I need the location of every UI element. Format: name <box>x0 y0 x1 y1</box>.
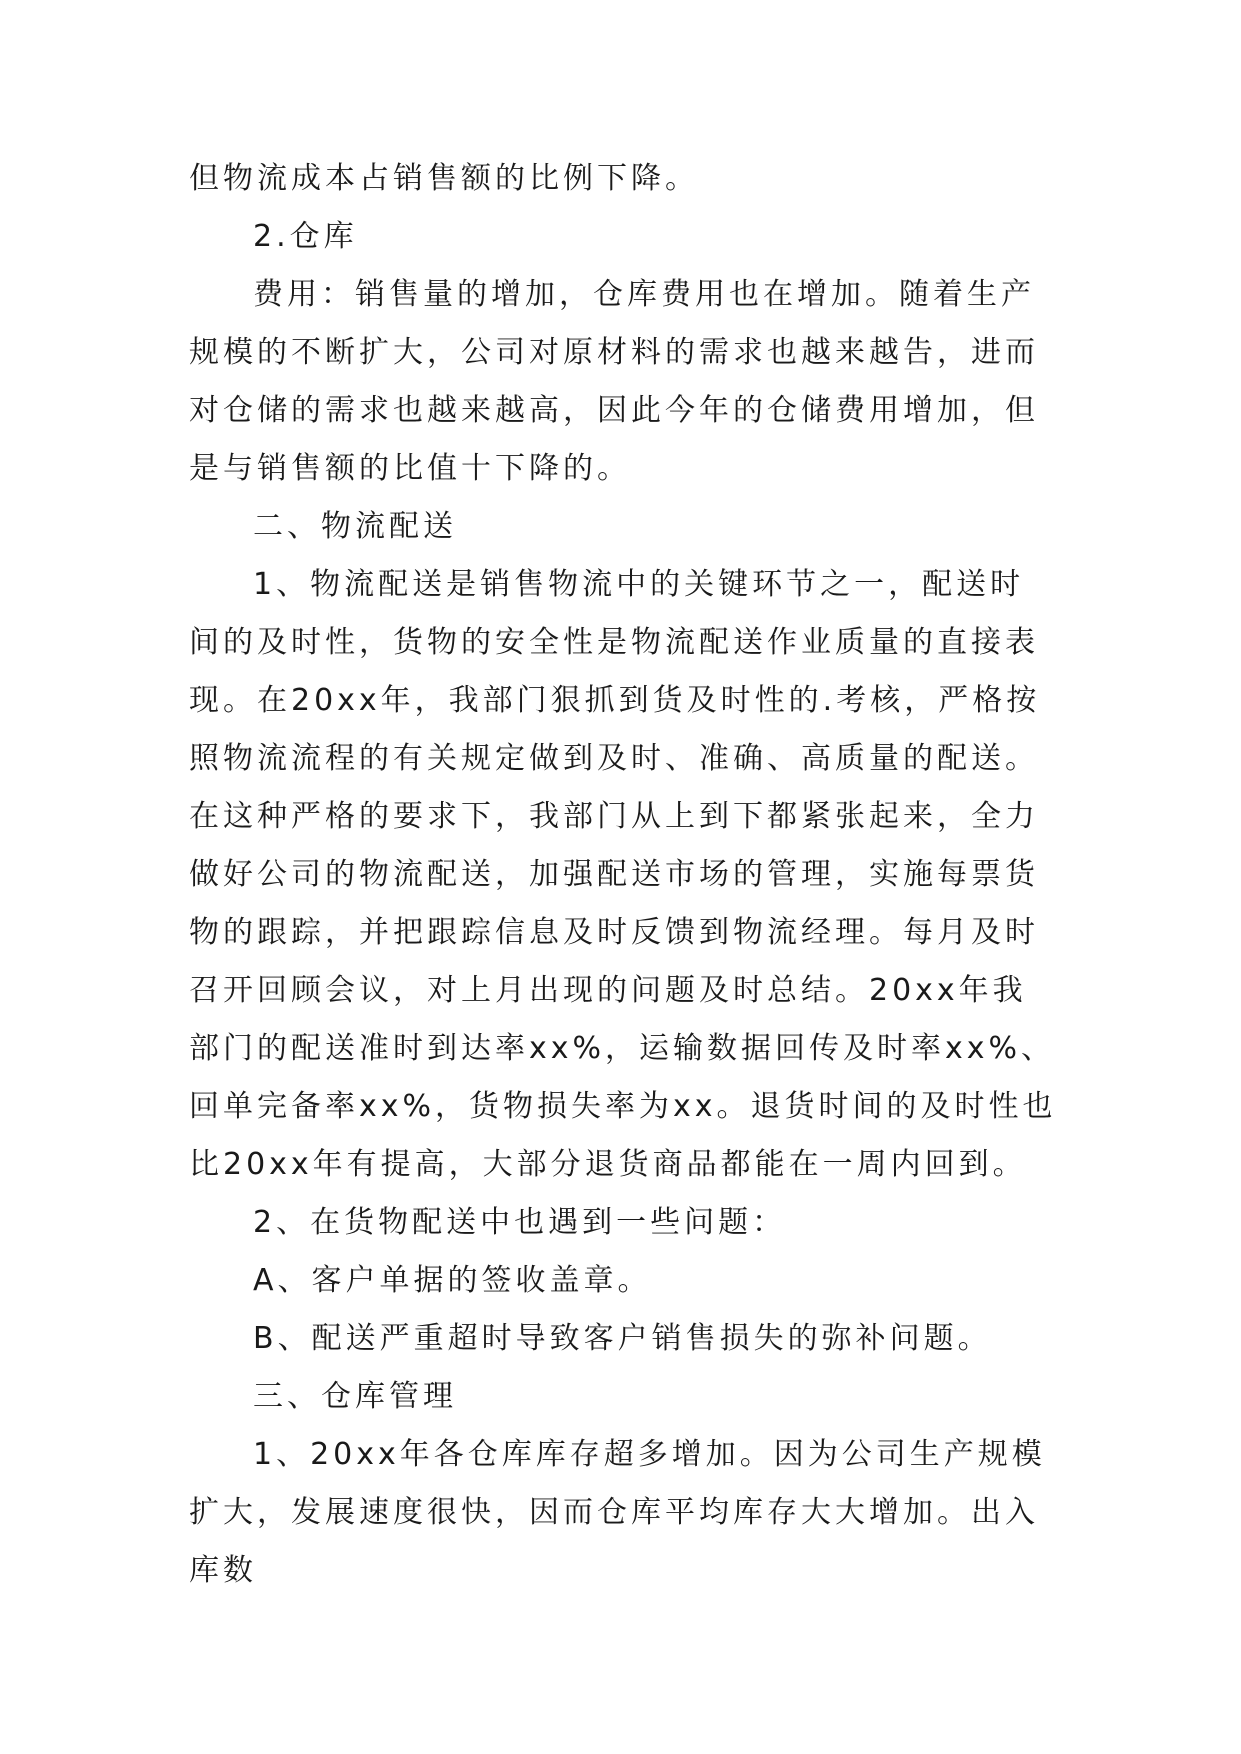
paragraph-cost-ratio: 但物流成本占销售额的比例下降。 <box>189 161 699 196</box>
heading-warehouse: 2.仓库 <box>253 219 358 254</box>
section-heading-warehouse-management: 三、仓库管理 <box>253 1379 457 1414</box>
document-body <box>189 150 1057 1600</box>
paragraph-delivery-problems: 2、在货物配送中也遇到一些问题： <box>253 1205 787 1240</box>
paragraph-delivery-summary: 1、物流配送是销售物流中的关键环节之一，配送时间的及时性，货物的安全性是物流配送作业质量的直接表现。在20xx年，我部门狠抓到货及时性的.考核，严格按照物流流程的有关规定做到及时、准确、高质量的配送。在这种严格的要求下，我部门从上到下都紧张起来，全力做好公司的物流配送，加强配送市场的管理，实施每票货物的跟踪，并把跟踪信息及时反馈到物流经理。每月及时召开回顾会议，对上月出现的问题及时总结。20xx年我部门的配送准时到达率xx%，运输数据回传及时率xx%、回单完备率xx%，货物损失率为xx。退货时间的及时性也比20xx年有提高，大部分退货商品都能在一周内回到。 <box>189 567 1057 1182</box>
paragraph-warehouse-cost: 费用：销售量的增加，仓库费用也在增加。随着生产规模的不断扩大，公司对原材料的需求也越来越告，进而对仓储的需求也越来越高，因此今年的仓储费用增加，但是与销售额的比值十下降的。 <box>189 277 1039 486</box>
list-item-problem-b: B、配送严重超时导致客户销售损失的弥补问题。 <box>253 1321 992 1356</box>
section-heading-logistics-delivery: 二、物流配送 <box>253 509 457 544</box>
paragraph-inventory-increase: 1、20xx年各仓库库存超多增加。因为公司生产规模扩大，发展速度很快，因而仓库平均库存大大增加。出入库数 <box>189 1437 1046 1588</box>
list-item-problem-a: A、客户单据的签收盖章。 <box>253 1263 652 1298</box>
